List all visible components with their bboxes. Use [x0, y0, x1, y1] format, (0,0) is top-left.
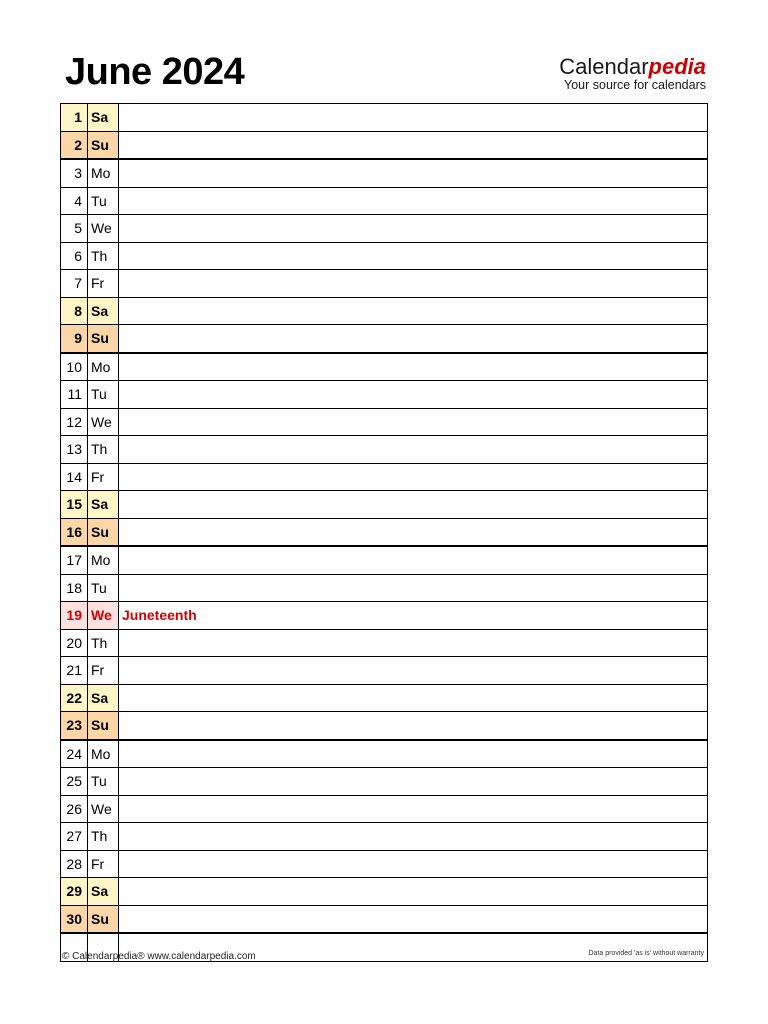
day-of-week: Su — [88, 712, 119, 740]
day-of-week: Sa — [88, 878, 119, 906]
day-row — [61, 325, 708, 353]
day-row — [61, 242, 708, 270]
day-number: 26 — [61, 795, 88, 823]
day-note-cell[interactable] — [119, 712, 708, 740]
day-row — [61, 629, 708, 657]
day-row — [61, 297, 708, 325]
day-row — [61, 602, 708, 630]
day-note-cell[interactable] — [119, 131, 708, 159]
day-of-week: We — [88, 215, 119, 243]
day-of-week: Tu — [88, 574, 119, 602]
day-note-cell[interactable] — [119, 518, 708, 546]
day-row — [61, 104, 708, 132]
day-row — [61, 187, 708, 215]
day-row — [61, 436, 708, 464]
day-note-cell[interactable] — [119, 242, 708, 270]
day-number: 14 — [61, 463, 88, 491]
day-number: 10 — [61, 353, 88, 381]
day-row — [61, 381, 708, 409]
day-of-week: Tu — [88, 381, 119, 409]
day-of-week: Fr — [88, 657, 119, 685]
day-note-cell[interactable] — [119, 436, 708, 464]
day-of-week: Su — [88, 905, 119, 933]
day-of-week: We — [88, 602, 119, 630]
day-note-cell[interactable] — [119, 381, 708, 409]
calendar-table — [60, 103, 708, 962]
day-number: 17 — [61, 546, 88, 574]
day-row — [61, 463, 708, 491]
day-number: 20 — [61, 629, 88, 657]
day-row — [61, 159, 708, 187]
day-note-cell[interactable] — [119, 657, 708, 685]
day-number: 5 — [61, 215, 88, 243]
day-row — [61, 574, 708, 602]
brand-name — [559, 55, 706, 79]
brand-tagline: Your source for calendars — [564, 78, 706, 92]
day-number: 2 — [61, 131, 88, 159]
day-row — [61, 270, 708, 298]
day-of-week: Fr — [88, 463, 119, 491]
day-row — [61, 905, 708, 933]
day-note-cell[interactable] — [119, 104, 708, 132]
day-of-week: Mo — [88, 546, 119, 574]
footer-copyright: © Calendarpedia® www.calendarpedia.com — [62, 951, 256, 962]
day-note-cell[interactable] — [119, 740, 708, 768]
day-note-cell[interactable] — [119, 187, 708, 215]
day-note-cell[interactable] — [119, 491, 708, 519]
day-number: 3 — [61, 159, 88, 187]
day-number: 29 — [61, 878, 88, 906]
day-of-week: Mo — [88, 740, 119, 768]
day-of-week: Sa — [88, 297, 119, 325]
day-row — [61, 657, 708, 685]
day-row — [61, 740, 708, 768]
day-of-week: Sa — [88, 491, 119, 519]
day-of-week: Su — [88, 518, 119, 546]
day-note-cell[interactable] — [119, 325, 708, 353]
day-of-week: Th — [88, 823, 119, 851]
day-of-week: Sa — [88, 104, 119, 132]
day-number: 27 — [61, 823, 88, 851]
day-number: 24 — [61, 740, 88, 768]
day-number: 9 — [61, 325, 88, 353]
day-of-week: Tu — [88, 187, 119, 215]
day-row — [61, 712, 708, 740]
day-number: 23 — [61, 712, 88, 740]
day-of-week: Mo — [88, 353, 119, 381]
day-note-cell[interactable] — [119, 546, 708, 574]
day-note-cell[interactable] — [119, 629, 708, 657]
day-of-week: We — [88, 408, 119, 436]
day-row — [61, 546, 708, 574]
day-number: 15 — [61, 491, 88, 519]
day-number: 18 — [61, 574, 88, 602]
day-note-cell[interactable] — [119, 574, 708, 602]
footer-disclaimer: Data provided 'as is' without warranty — [588, 950, 704, 957]
day-number: 28 — [61, 850, 88, 878]
day-row — [61, 131, 708, 159]
day-note-cell[interactable] — [119, 823, 708, 851]
day-number: 6 — [61, 242, 88, 270]
day-note-cell[interactable] — [119, 905, 708, 933]
day-of-week: We — [88, 795, 119, 823]
day-of-week: Fr — [88, 270, 119, 298]
day-of-week: Th — [88, 436, 119, 464]
day-of-week: Su — [88, 325, 119, 353]
day-note-cell[interactable] — [119, 768, 708, 796]
day-row — [61, 353, 708, 381]
day-number: 19 — [61, 602, 88, 630]
day-of-week: Fr — [88, 850, 119, 878]
day-note-cell[interactable] — [119, 159, 708, 187]
day-number: 12 — [61, 408, 88, 436]
day-number: 22 — [61, 684, 88, 712]
day-of-week: Mo — [88, 159, 119, 187]
page-title: June 2024 — [65, 51, 245, 93]
day-row — [61, 768, 708, 796]
day-of-week: Th — [88, 242, 119, 270]
brand-name-main: Calendar — [559, 54, 649, 79]
day-note-cell[interactable] — [119, 353, 708, 381]
day-number: 11 — [61, 381, 88, 409]
brand-name-accent: pedia — [648, 54, 706, 79]
day-number: 13 — [61, 436, 88, 464]
day-number: 7 — [61, 270, 88, 298]
day-note-cell[interactable] — [119, 408, 708, 436]
day-of-week: Tu — [88, 768, 119, 796]
day-note-cell[interactable] — [119, 463, 708, 491]
day-note-cell[interactable] — [119, 684, 708, 712]
day-note-cell[interactable] — [119, 215, 708, 243]
day-number: 8 — [61, 297, 88, 325]
day-of-week: Sa — [88, 684, 119, 712]
day-of-week: Th — [88, 629, 119, 657]
day-note-cell[interactable]: Juneteenth — [119, 602, 708, 630]
day-note-cell[interactable] — [119, 795, 708, 823]
day-note-cell[interactable] — [119, 270, 708, 298]
day-row — [61, 823, 708, 851]
day-row — [61, 878, 708, 906]
calendar-body — [61, 104, 708, 962]
day-row — [61, 491, 708, 519]
day-row — [61, 795, 708, 823]
day-number: 25 — [61, 768, 88, 796]
day-number: 4 — [61, 187, 88, 215]
day-number: 21 — [61, 657, 88, 685]
brand-logo — [559, 55, 706, 92]
day-row — [61, 215, 708, 243]
day-note-cell[interactable] — [119, 850, 708, 878]
day-note-cell[interactable] — [119, 878, 708, 906]
day-number: 16 — [61, 518, 88, 546]
day-row — [61, 408, 708, 436]
day-row — [61, 518, 708, 546]
day-number: 30 — [61, 905, 88, 933]
day-of-week: Su — [88, 131, 119, 159]
day-number: 1 — [61, 104, 88, 132]
day-note-cell[interactable] — [119, 297, 708, 325]
day-row — [61, 850, 708, 878]
day-row — [61, 684, 708, 712]
